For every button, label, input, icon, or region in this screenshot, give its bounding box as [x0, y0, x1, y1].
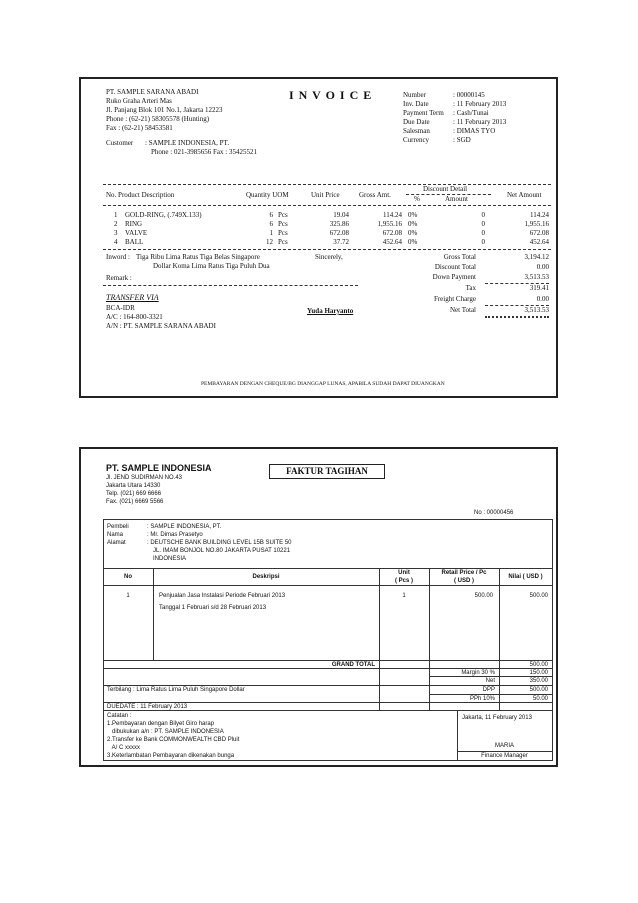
header-top-rule [103, 184, 551, 185]
summary-label: Net [485, 678, 495, 684]
faktur-company: PT. SAMPLE INDONESIA [106, 463, 212, 473]
row-net: 114.24 [530, 211, 549, 219]
col-header-nilai: Nilai ( USD ) [508, 574, 543, 580]
total-value: 0.00 [536, 295, 549, 303]
total-label: Gross Total [443, 253, 476, 261]
row-gross: 1,955.16 [377, 220, 402, 228]
meta-value: : 11 February 2013 [453, 100, 507, 108]
meta-value: : Cash/Tunai [453, 109, 489, 117]
row-amt: 0 [481, 220, 485, 228]
meta-value: : SGD [453, 136, 471, 144]
summary-value: 350.00 [529, 678, 548, 684]
faktur-title: FAKTUR TAGIHAN [269, 464, 385, 479]
buyer-label: Pembeli [107, 524, 129, 530]
buyer-value: : SAMPLE INDONESIA, PT. [147, 524, 222, 530]
row-amt: 0 [481, 211, 485, 219]
row-uom: Pcs [278, 238, 288, 246]
meta-value: : 11 February 2013 [453, 118, 507, 126]
terbilang-text: Terbilang : Lima Ratus Lima Puluh Singapore Dollar [107, 687, 245, 693]
row-pct: 0% [408, 220, 418, 228]
meta-label: Salesman [403, 127, 430, 135]
row-price: 37.72 [333, 238, 349, 246]
company-phone: Phone : (62-21) 58305578 (Hunting) [106, 115, 210, 123]
transfer-account-name: A/N : PT. SAMPLE SARANA ABADI [106, 322, 216, 330]
place-date: Jakarta, 11 February 2013 [462, 715, 532, 721]
address-line: JL. IMAM BONJOL NO.80 JAKARTA PUSAT 10221 [153, 548, 291, 554]
total-value: 319.41 [529, 284, 549, 292]
summary-value: 150.00 [529, 670, 548, 676]
row-net: 672.08 [529, 229, 549, 237]
summary-label: PPh 10% [469, 696, 495, 702]
inword-line-2: Dollar Koma Lima Ratus Tiga Puluh Dua [153, 262, 270, 270]
row-qty: 6 [269, 211, 273, 219]
row-no: 1 [114, 211, 118, 219]
invoice-title: I N V O I C E [289, 88, 373, 102]
customer-value: : SAMPLE INDONESIA, PT. [145, 139, 230, 147]
col-header-discount: Discount Detail [423, 185, 468, 193]
company-fax: Fax : (62-21) 58453581 [106, 124, 173, 132]
company-address-2: Jl. Panjang Blok 101 No.1, Jakarta 12223 [106, 106, 223, 114]
buyer-label: Nama [107, 532, 124, 538]
row-amt: 0 [481, 238, 485, 246]
row-gross: 114.24 [383, 211, 402, 219]
buyer-value: : DEUTSCHE BANK BUILDING LEVEL 15B SUITE 50 [147, 540, 292, 546]
row-no: 3 [114, 229, 118, 237]
row-qty: 12 [266, 238, 273, 246]
row-uom: Pcs [278, 211, 288, 219]
row-price: 500.00 [474, 593, 493, 599]
row-nilai: 500.00 [529, 593, 548, 599]
total-label: Discount Total [434, 263, 476, 271]
meta-label: Currency [403, 136, 430, 144]
grand-total-value: 500.00 [529, 662, 548, 668]
duedate-text: DUEDATE : 11 February 2013 [107, 704, 188, 710]
col-header-no-desc: No. Product Description [106, 191, 175, 199]
meta-label: Due Date [403, 118, 430, 126]
col-header-no: No [124, 574, 132, 580]
meta-value: : 00000145 [453, 91, 485, 99]
row-uom: Pcs [278, 220, 288, 228]
col-header-net: Net Amount [507, 191, 542, 199]
row-no: 1 [126, 593, 130, 599]
transfer-title: TRANSFER VIA [106, 293, 159, 302]
remark-rule [103, 285, 358, 286]
faktur-number: No : 00000456 [474, 510, 514, 516]
note-line: dibukukan a/n : PT. SAMPLE INDONESIA [107, 729, 224, 735]
header-bottom-rule [103, 205, 551, 206]
customer-phone: Phone : 021-3985656 Fax : 35425521 [151, 148, 257, 156]
transfer-bank: BCA-IDR [106, 304, 135, 312]
row-unit: 1 [402, 593, 406, 599]
total-value: 0.00 [536, 263, 549, 271]
company-name: PT. SAMPLE SARANA ABADI [106, 88, 199, 96]
transfer-account: A/C : 164-800-3321 [106, 313, 163, 321]
row-amt: 0 [481, 229, 485, 237]
rows-bottom-rule [103, 249, 551, 250]
buyer-value: : Mr. Dimas Prasetyo [147, 532, 203, 538]
remark-label: Remark : [106, 274, 132, 282]
col-header-pct: % [414, 195, 420, 203]
col-header-qty: Quantity UOM [246, 191, 289, 199]
grand-total-label: GRAND TOTAL [331, 662, 375, 668]
faktur-address-2: Jakarta Utara 14330 [106, 483, 161, 489]
row-desc-date: Tanggal 1 Februari s/d 28 Februari 2013 [159, 605, 267, 611]
col-header-price: Unit Price [311, 191, 340, 199]
note-line: Catatan : [107, 713, 132, 719]
row-price: 325.86 [329, 220, 349, 228]
meta-value: : DIMAS TYO [453, 127, 496, 135]
signer-name: MARIA [494, 743, 514, 749]
summary-label: Margin 30 % [461, 670, 495, 676]
total-label: Freight Charge [433, 295, 476, 303]
row-no: 4 [114, 238, 118, 246]
note-line: 3.Keterlambatan Pembayaran dikenakan bunga [107, 753, 235, 759]
col-header-price: Retail Price / Pc [441, 570, 487, 576]
row-gross: 452.64 [382, 238, 402, 246]
meta-label: Number [403, 91, 426, 99]
note-line: 2.Transfer ke Bank COMMONWEALTH CBD Pluit [107, 737, 240, 743]
net-total-rule [485, 316, 549, 318]
note-line: 1.Pembayaran dengan Bilyet Giro harap [107, 721, 215, 727]
customer-label: Customer [106, 139, 134, 147]
total-value: 3,194.12 [524, 253, 549, 261]
total-label: Net Total [449, 306, 476, 314]
row-qty: 6 [269, 220, 273, 228]
row-pct: 0% [408, 238, 418, 246]
total-label: Tax [465, 284, 476, 292]
row-desc: Penjualan Jasa Instalasi Periode Februari 2013 [159, 593, 286, 599]
col-header-amount: Amount [445, 195, 468, 203]
payment-footer-note: PEMBAYARAN DENGAN CHEQUE/BG DIANGGAP LUNAS, APABILA SUDAH DAPAT DIUANGKAN [201, 381, 445, 387]
faktur-phone: Telp. (021) 669 6666 [106, 491, 162, 497]
row-net: 452.64 [529, 238, 549, 246]
row-pct: 0% [408, 229, 418, 237]
row-desc: RING [125, 220, 143, 228]
meta-label: Inv. Date [403, 100, 429, 108]
row-desc: GOLD-RING, (.749X.133) [125, 211, 202, 219]
row-net: 1,955.16 [524, 220, 549, 228]
row-desc: VALVE [125, 229, 148, 237]
inword-line-1: Tiga Ribu Lima Ratus Tiga Belas Singapore [136, 253, 260, 261]
row-pct: 0% [408, 211, 418, 219]
row-uom: Pcs [278, 229, 288, 237]
col-header-desc: Deskripsi [252, 574, 280, 580]
signer-name: Yuda Haryanto [307, 307, 354, 315]
summary-value: 50.00 [532, 696, 548, 702]
note-line: A/ C xxxxx [107, 745, 141, 751]
sincerely-label: Sincerely, [315, 253, 343, 261]
col-header-price-sub: ( USD ) [454, 578, 474, 584]
total-value: 3,513.53 [524, 273, 549, 281]
row-desc: BALL [125, 238, 144, 246]
signer-title: Finance Manager [481, 753, 528, 759]
faktur-document [79, 447, 558, 767]
invoice-document [79, 77, 558, 398]
meta-label: Payment Term [403, 109, 444, 117]
col-header-unit-sub: ( Pcs ) [394, 578, 413, 584]
inword-label: Inword : [106, 253, 130, 261]
summary-label: DPP [482, 687, 495, 693]
row-gross: 672.08 [382, 229, 402, 237]
row-qty: 1 [269, 229, 273, 237]
company-address-1: Ruko Graha Arteri Mas [106, 97, 172, 105]
address-line: INDONESIA [153, 556, 187, 562]
summary-value: 500.00 [529, 687, 548, 693]
faktur-fax: Fax. (021) 6669 5566 [106, 499, 164, 505]
row-no: 2 [114, 220, 118, 228]
faktur-address-1: Jl. JEND SUDIRMAN NO.43 [106, 475, 183, 481]
total-label: Down Payment [432, 273, 476, 281]
col-header-unit: Unit [398, 570, 410, 576]
buyer-label: Alamat [107, 540, 126, 546]
row-price: 672.08 [329, 229, 349, 237]
col-header-gross: Gross Amt. [359, 191, 391, 199]
total-value: 3,513.53 [524, 306, 549, 314]
row-price: 19.04 [333, 211, 349, 219]
